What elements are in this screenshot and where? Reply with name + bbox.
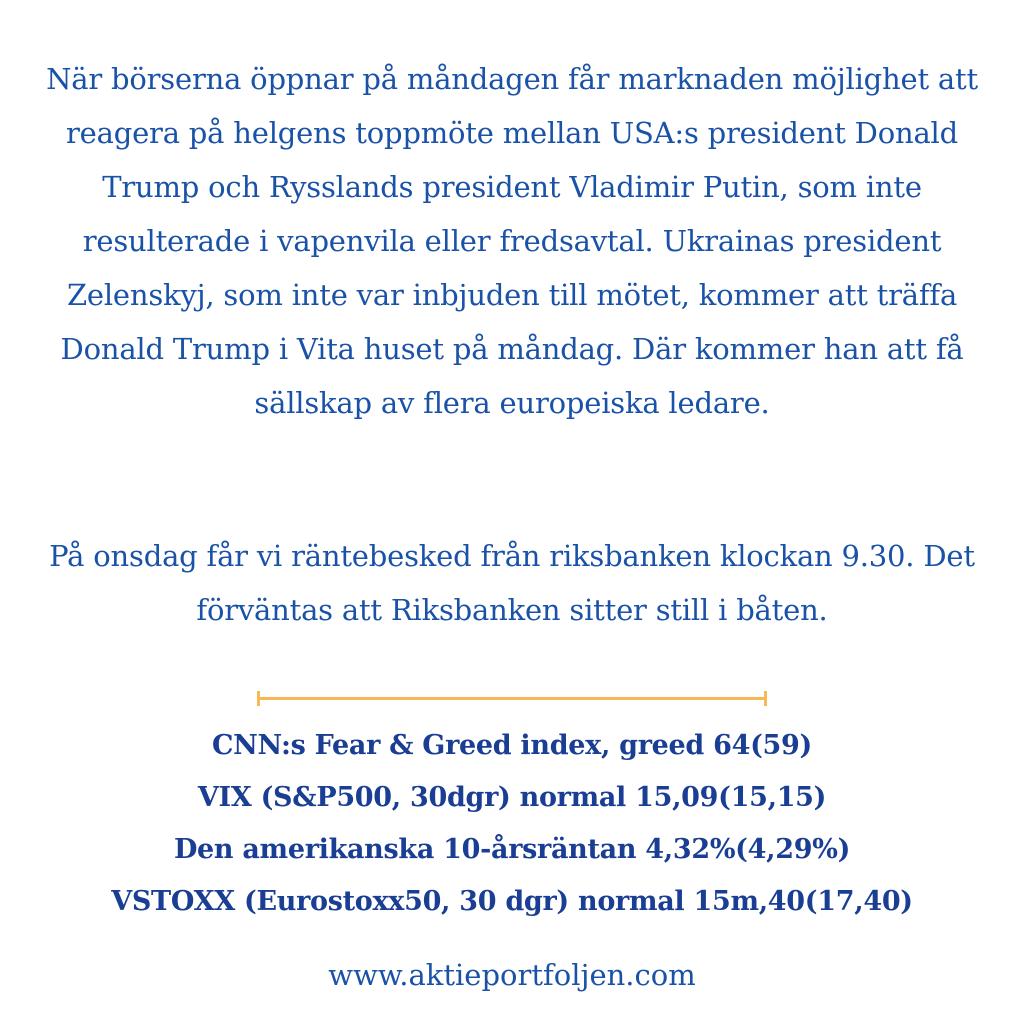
riksbank-paragraph: På onsdag får vi räntebesked från riksbanken klockan 9.30. Det förväntas att Riksbanken sitter still i båten. <box>49 539 975 627</box>
us-10y-yield-indicator: Den amerikanska 10-årsräntan 4,32%(4,29%) <box>173 834 851 865</box>
intro-paragraph: När börserna öppnar på måndagen får marknaden möjlighet att reagera på helgens toppmöte mellan USA:s president Donald Trump och Rysslands president Vladimir Putin, som inte resulterade i vapenvila eller fredsavtal. Ukrainas president Zelenskyj, som inte var inbjuden till mötet, kommer att träffa Donald Trump i Vita huset på måndag. Där kommer han att få sällskap av flera europeiska ledare. <box>46 62 978 420</box>
website-link[interactable]: www.aktieportfoljen.com <box>328 958 696 992</box>
market-indicators <box>20 720 1004 928</box>
vix-indicator: VIX (S&P500, 30dgr) normal 15,09(15,15) <box>197 782 827 813</box>
fear-greed-indicator: CNN:s Fear & Greed index, greed 64(59) <box>211 730 813 761</box>
vstoxx-indicator: VSTOXX (Eurostoxx50, 30 dgr) normal 15m,40(17,40) <box>111 886 913 917</box>
divider <box>257 697 767 700</box>
